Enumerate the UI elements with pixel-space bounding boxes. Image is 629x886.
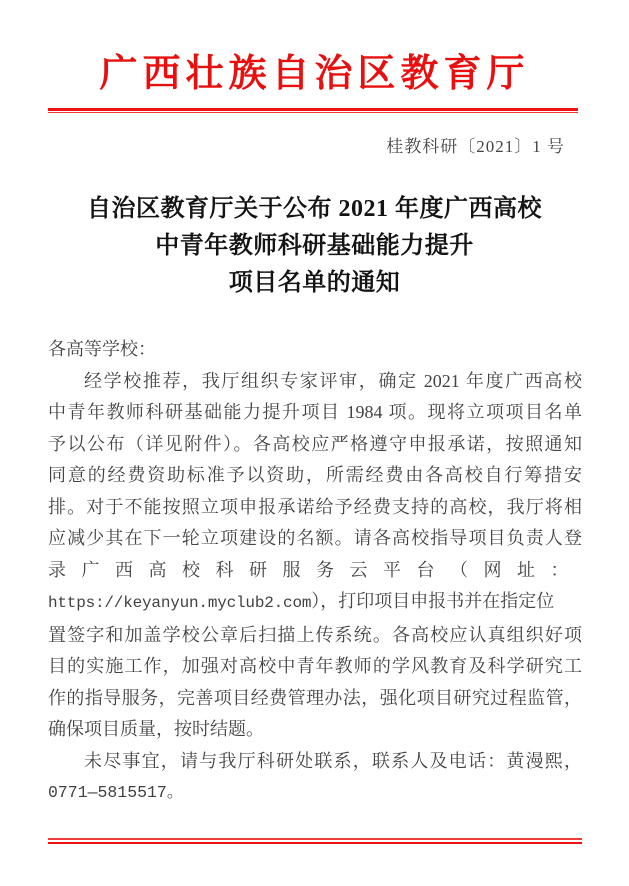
body-line: 予以公布（详见附件）。各高校应严格遵守申报承诺，按照通知	[48, 433, 582, 454]
body-line: 未尽事宜，请与我厅科研处联系，联系人及电话：黄漫熙，	[84, 750, 582, 771]
body-line-with-url	[48, 586, 582, 620]
footer-divider	[48, 838, 582, 844]
body-line: 确保项目质量，按时结题。	[48, 719, 264, 739]
body-line: 应减少其在下一轮立项建设的名额。请各高校指导项目负责人登	[48, 528, 582, 548]
body-line: 中青年教师科研基础能力提升项目 1984 项。现将立项项目名单	[48, 402, 582, 422]
platform-url: https://keyanyun.myclub2.com	[48, 594, 312, 612]
salutation-line: 各高等学校：	[48, 339, 156, 359]
letterhead-org-name: 广西壮族自治区教育厅	[99, 53, 530, 95]
body-line: 作的指导服务，完善项目经费管理办法，强化项目研究过程监管，	[48, 687, 582, 708]
body-line: 排。对于不能按照立项申报承诺给予经费支持的高校，我厅将相	[48, 496, 582, 517]
body-line-url-rest: ），打印项目申报书并在指定位	[311, 591, 555, 611]
doc-number: 桂教科研〔2021〕1 号	[386, 137, 565, 156]
doc-title-line-2: 中青年教师科研基础能力提升	[155, 233, 474, 259]
footer-divider-thick-line	[48, 842, 582, 845]
body-line: 录广西高校科研服务云平台（网址：	[48, 559, 582, 580]
contact-phone-line: 0771—5815517。	[48, 783, 184, 802]
body-line: 同意的经费资助标准予以资助，所需经费由各高校自行筹措安	[48, 465, 582, 485]
letterhead-divider-thin-line	[48, 112, 578, 114]
letterhead-divider	[48, 108, 578, 113]
doc-title-line-1: 自治区教育厅关于公布 2021 年度广西高校	[87, 196, 542, 222]
body-line: 置签字和加盖学校公章后扫描上传系统。各高校应认真组织好项	[48, 624, 582, 645]
body-line: 经学校推荐，我厅组织专家评审，确定 2021 年度广西高校	[84, 370, 582, 391]
doc-title-line-3: 项目名单的通知	[228, 270, 401, 296]
body-text	[48, 334, 582, 809]
body-line: 目的实施工作，加强对高校中青年教师的学风教育及科学研究工	[48, 656, 582, 676]
doc-title	[0, 191, 629, 302]
